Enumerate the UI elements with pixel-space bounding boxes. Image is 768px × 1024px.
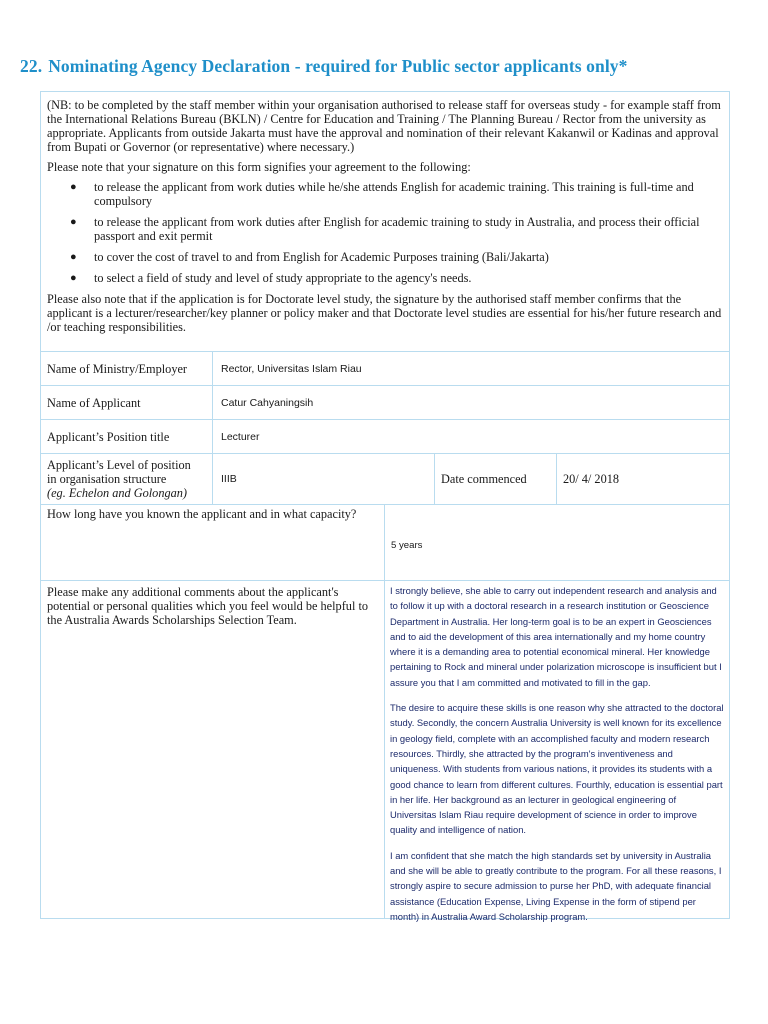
agreement-list [47, 180, 723, 285]
nb-note: (NB: to be completed by the staff member within your organisation authorised to release staff for overseas study - for example staff from the International Relations Bureau (BKLN) / Centre for Education and Training / The Planning Bureau / Rector from the university as appropriate. Applicants from outside Jakarta must have the approval and nomination of their relevant Kakanwil or Kadinas and approval from Bupati or Governor (or representative) where necessary.) [47, 98, 721, 154]
date-commenced-field[interactable]: 20/ 4/ 2018 [556, 454, 729, 504]
comment-paragraph: I strongly believe, she able to carry out independent research and analysis and to follow it up with a doctoral research in a research institution or Geoscience Department in Australia. Her long-term goal is to be an expert in Geosciences and to aid the development of this area internationally and my home country where it is a demanding area to potential economical mineral. Her knowledge pertaining to Rock and mineral under polarization microscope is insufficient but I assure you that I am committed and motivated to fill in the gap. [390, 585, 722, 688]
bullet-icon: ● [70, 272, 77, 284]
comments-field[interactable] [384, 581, 729, 922]
level-field[interactable]: IIIB [212, 454, 434, 504]
agreement-item [47, 215, 723, 243]
bullet-icon: ● [70, 216, 77, 228]
level-row [41, 454, 729, 505]
known-label: How long have you known the applicant and in what capacity? [47, 507, 357, 521]
agreement-item [47, 250, 723, 264]
ministry-label: Name of Ministry/Employer [47, 361, 188, 376]
known-row [41, 505, 729, 581]
level-label-line2: in organisation structure [47, 472, 167, 486]
bullet-icon: ● [70, 251, 77, 263]
comments-row [41, 581, 729, 922]
declaration-form [40, 91, 730, 922]
section-title: Nominating Agency Declaration - required for Public sector applicants only* [48, 56, 628, 76]
agreement-text: to release the applicant from work duties after English for academic training to study in Australia, and process their official passport and exit permit [94, 215, 700, 243]
level-label [41, 454, 212, 504]
instructions-block [41, 92, 729, 352]
known-field[interactable]: 5 years [384, 505, 729, 580]
applicant-row [41, 386, 729, 420]
agreement-lead: Please note that your signature on this form signifies your agreement to the following: [47, 160, 471, 174]
agreement-text: to select a field of study and level of study appropriate to the agency's needs. [94, 271, 472, 285]
section-heading [20, 56, 628, 77]
agreement-item [47, 180, 723, 208]
section-number: 22. [20, 56, 43, 76]
comments-label: Please make any additional comments about the applicant's potential or personal qualities which you feel would be helpful to the Australia Awards Scholarships Selection Team. [47, 585, 369, 627]
agreement-item [47, 271, 723, 285]
applicant-field[interactable]: Catur Cahyaningsih [212, 386, 729, 419]
bullet-icon: ● [70, 181, 77, 193]
comment-paragraph: I am confident that she match the high standards set by university in Australia and she will be able to greatly contribute to the program. For all these reasons, I strongly aspire to secure admission to purse her PhD, with adequate financial assistance (Education Expense, Living Expense in the form of stipend per month) in Australia Award Scholarship program. [390, 849, 722, 922]
position-row [41, 420, 729, 454]
agreement-text: to release the applicant from work duties while he/she attends English for academic training. This training is full-time and compulsory [94, 180, 694, 208]
level-label-line1: Applicant’s Level of position [47, 458, 191, 472]
doctorate-note: Please also note that if the application is for Doctorate level study, the signature by the authorised staff member confirms that the applicant is a lecturer/researcher/key planner or policy maker and that Doctorate level studies are essential for his/her future research and /or teaching responsibilities. [47, 292, 722, 334]
agreement-text: to cover the cost of travel to and from English for Academic Purposes training (Bali/Jakarta) [94, 250, 549, 264]
position-field[interactable]: Lecturer [212, 420, 729, 453]
applicant-label: Name of Applicant [47, 395, 141, 410]
ministry-field[interactable]: Rector, Universitas Islam Riau [212, 352, 729, 385]
position-label: Applicant’s Position title [47, 429, 170, 444]
date-label: Date commenced [434, 454, 556, 504]
ministry-row [41, 352, 729, 386]
level-label-example: (eg. Echelon and Golongan) [47, 486, 188, 500]
comment-paragraph: The desire to acquire these skills is one reason why she attracted to the doctoral study. Secondly, the concern Australia University is well known for its excellence in geology field, complete with an accomplished faculty and modern research resources. Thirdly, she attracted by the program's inventiveness and uniqueness. With students from various nations, it provides its students with a good chance to learn from different cultures. Fourthly, education is essential part in her life. Her background as an lecturer in geological engineering of Universitas Islam Riau require development of science in order to improve quality and intelligence of nation. [390, 702, 724, 836]
